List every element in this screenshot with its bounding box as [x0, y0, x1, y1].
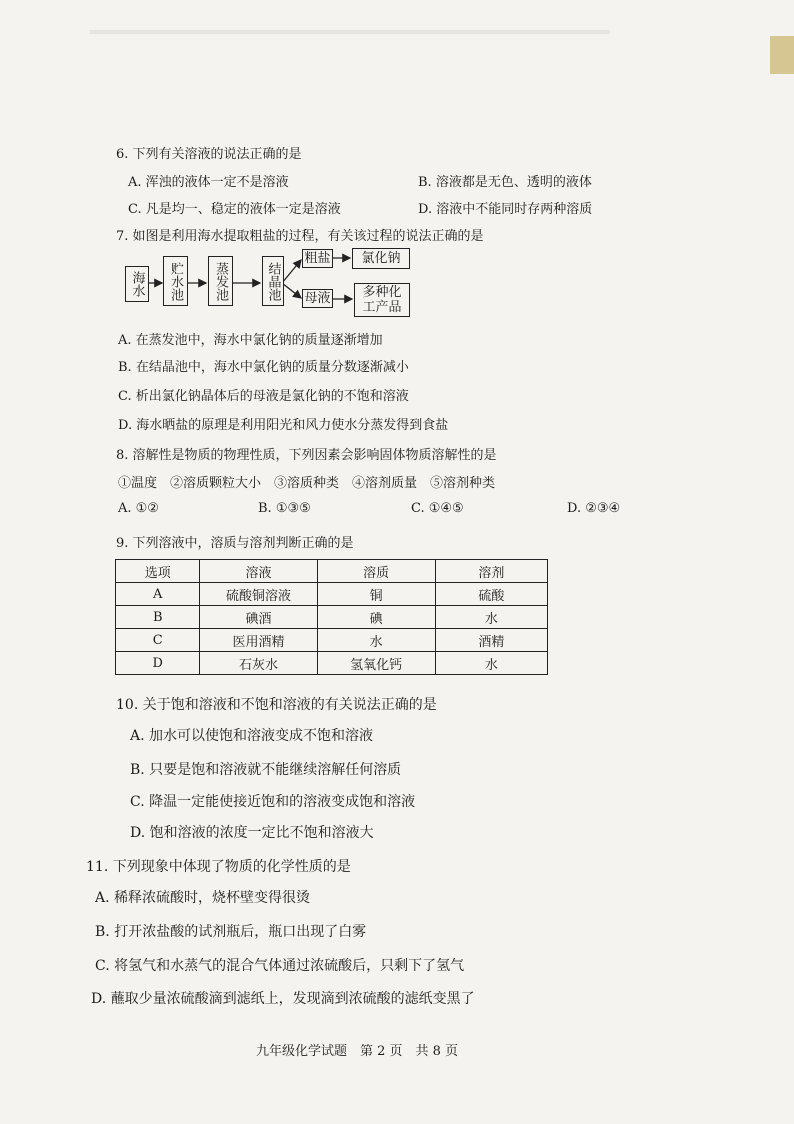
q10-stem: 10. 关于饱和溶液和不饱和溶液的有关说法正确的是 — [116, 697, 437, 713]
page-footer: 九年级化学试题 第 2 页 共 8 页 — [256, 1044, 459, 1059]
box-crystallization-pool — [262, 256, 284, 306]
q6-stem: 6. 下列有关溶液的说法正确的是 — [116, 147, 302, 162]
q10-option-c: C. 降温一定能使接近饱和的溶液变成饱和溶液 — [130, 794, 416, 810]
q11-option-a: A. 稀释浓硫酸时，烧杯壁变得很烫 — [95, 890, 311, 906]
table-cell: 医用酒精 — [200, 629, 317, 652]
q7-option-a: A. 在蒸发池中，海水中氯化钠的质量逐渐增加 — [118, 333, 383, 348]
table-row — [116, 629, 548, 652]
q6-option-b: B. 溶液都是无色、透明的液体 — [418, 175, 592, 190]
q8-option-c: C. ①④⑤ — [411, 501, 464, 516]
q7-option-c: C. 析出氯化钠晶体后的母液是氯化钠的不饱和溶液 — [118, 389, 409, 404]
table-cell: 水 — [317, 629, 435, 652]
q8-option-a: A. ①② — [118, 501, 159, 516]
table-cell: 酒精 — [435, 629, 547, 652]
table-cell: D — [116, 652, 200, 675]
box-chemical-products-label: 多种化工产品 — [362, 285, 402, 315]
box-crystallization-pool-label: 结晶池 — [265, 261, 281, 301]
arrow-crystal-mother — [282, 283, 301, 298]
q6-option-c: C. 凡是均一、稳定的液体一定是溶液 — [128, 202, 341, 217]
table-cell: 氢氧化钙 — [317, 652, 435, 675]
table-cell: 硫酸 — [435, 583, 547, 606]
q11-option-d: D. 蘸取少量浓硫酸滴到滤纸上，发现滴到浓硫酸的滤纸变黑了 — [91, 991, 475, 1007]
box-crude-salt-label: 粗盐 — [304, 251, 331, 266]
scan-shadow — [90, 30, 610, 34]
table-header-cell: 溶剂 — [435, 560, 547, 583]
box-mother-liquor-label: 母液 — [304, 291, 331, 306]
box-crude-salt — [302, 249, 333, 268]
box-storage-pool-label: 贮水池 — [168, 261, 183, 301]
q7-stem: 7. 如图是利用海水提取粗盐的过程，有关该过程的说法正确的是 — [116, 229, 484, 244]
box-mother-liquor — [302, 289, 333, 308]
box-sodium-chloride — [352, 248, 410, 269]
q9-table — [115, 559, 548, 675]
q8-factors: ①温度 ②溶质颗粒大小 ③溶质种类 ④溶剂质量 ⑤溶剂种类 — [118, 476, 496, 491]
table-header-cell: 溶质 — [317, 560, 435, 583]
box-storage-pool — [163, 256, 188, 306]
table-header-cell: 溶液 — [200, 560, 317, 583]
flow-diagram-arrows — [0, 0, 794, 330]
q8-option-b: B. ①③⑤ — [258, 501, 311, 516]
table-cell: 碘 — [317, 606, 435, 629]
q7-option-d: D. 海水晒盐的原理是利用阳光和风力使水分蒸发得到食盐 — [118, 418, 449, 433]
table-cell: A — [116, 583, 200, 606]
q6-option-a: A. 浑浊的液体一定不是溶液 — [128, 175, 289, 190]
table-cell: 碘酒 — [200, 606, 317, 629]
table-cell: 水 — [435, 652, 547, 675]
q10-option-b: B. 只要是饱和溶液就不能继续溶解任何溶质 — [130, 762, 402, 778]
box-seawater-label: 海水 — [129, 271, 145, 297]
table-header-cell: 选项 — [116, 560, 200, 583]
box-chemical-products — [354, 283, 410, 317]
q10-option-a: A. 加水可以使饱和溶液变成不饱和溶液 — [130, 728, 374, 744]
tape-mark — [770, 36, 794, 74]
arrow-crystal-crude — [282, 260, 301, 283]
q9-stem: 9. 下列溶液中，溶质与溶剂判断正确的是 — [116, 536, 354, 551]
box-evaporation-pool-label: 蒸发池 — [213, 261, 228, 301]
table-cell: 硫酸铜溶液 — [200, 583, 317, 606]
q11-option-c: C. 将氢气和水蒸气的混合气体通过浓硫酸后，只剩下了氢气 — [95, 958, 465, 974]
q11-stem: 11. 下列现象中体现了物质的化学性质的是 — [86, 859, 351, 875]
box-sodium-chloride-label: 氯化钠 — [361, 251, 401, 266]
table-cell: 水 — [435, 606, 547, 629]
q7-option-b: B. 在结晶池中，海水中氯化钠的质量分数逐渐减小 — [118, 360, 409, 375]
q8-option-d: D. ②③④ — [567, 501, 621, 516]
q8-stem: 8. 溶解性是物质的物理性质，下列因素会影响固体物质溶解性的是 — [116, 448, 497, 463]
table-cell: C — [116, 629, 200, 652]
q10-option-d: D. 饱和溶液的浓度一定比不饱和溶液大 — [130, 825, 374, 841]
box-seawater — [125, 266, 149, 302]
table-row — [116, 652, 548, 675]
table-header-row — [116, 560, 548, 583]
table-cell: 石灰水 — [200, 652, 317, 675]
table-row — [116, 606, 548, 629]
q6-option-d: D. 溶液中不能同时存两种溶质 — [418, 202, 593, 217]
table-cell: 铜 — [317, 583, 435, 606]
q11-option-b: B. 打开浓盐酸的试剂瓶后，瓶口出现了白雾 — [95, 924, 367, 940]
box-evaporation-pool — [208, 256, 233, 306]
table-cell: B — [116, 606, 200, 629]
table-row — [116, 583, 548, 606]
